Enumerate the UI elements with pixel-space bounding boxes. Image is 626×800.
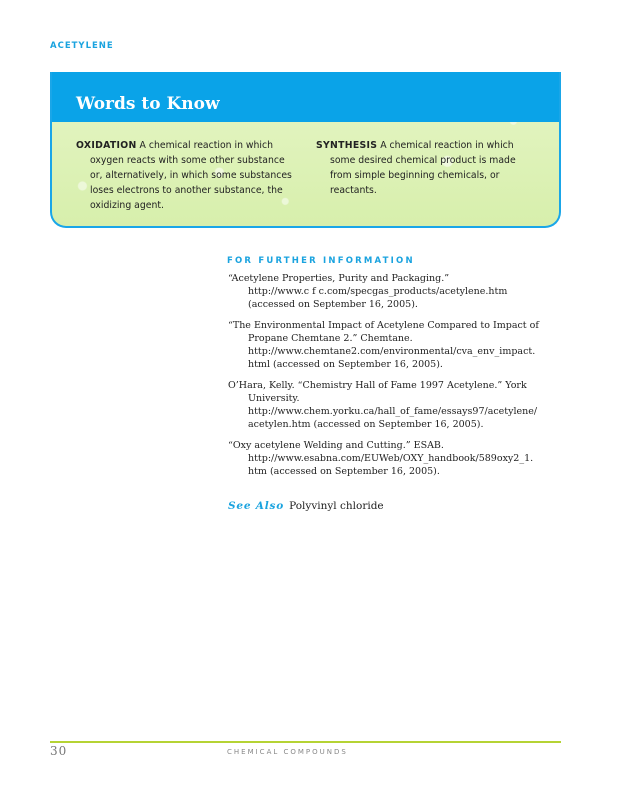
footer-rule [50,741,561,743]
reference-url-line[interactable]: http://www.chemtane2.com/environmental/cva_env_impact. [248,346,536,357]
reference-line: Propane Chemtane 2.” Chemtane. [248,333,413,344]
glossary-definition-line: loses electrons to another substance, the [90,185,283,196]
glossary-definition-line: oxidizing agent. [90,200,164,211]
further-information-heading: FOR FURTHER INFORMATION [227,256,415,266]
see-also-link[interactable]: Polyvinyl chloride [289,500,384,512]
glossary-definition-line: some desired chemical product is made [330,155,516,166]
reference-line: “Acetylene Properties, Purity and Packaging.” [228,273,450,284]
reference-url-line[interactable]: http://www.chem.yorku.ca/hall_of_fame/essays97/acetylene/ [248,406,538,417]
reference-line: University. [248,393,300,404]
glossary-term: OXIDATION [76,140,137,151]
page-number: 30 [50,744,68,758]
glossary-entry-synthesis [316,138,548,198]
reference-url-line[interactable]: http://www.c f c.com/specgas_products/acetylene.htm [248,286,508,297]
words-to-know-box [50,72,561,228]
reference-line: html (accessed on September 16, 2005). [248,359,443,370]
reference-line: “The Environmental Impact of Acetylene Compared to Impact of [228,320,539,331]
reference-entry [228,379,562,431]
further-information-list [228,272,562,486]
glossary-term: SYNTHESIS [316,140,378,151]
see-also-label: See Also [228,500,285,512]
reference-line: (accessed on September 16, 2005). [248,299,418,310]
reference-line: acetylen.htm (accessed on September 16, 2005). [248,419,484,430]
reference-line: “Oxy acetylene Welding and Cutting.” ESAB. [228,440,444,451]
reference-line: htm (accessed on September 16, 2005). [248,466,440,477]
glossary-definition-line: A chemical reaction in which [139,140,273,151]
words-to-know-title: Words to Know [76,94,220,114]
reference-entry [228,439,562,478]
glossary-definition-line: oxygen reacts with some other substance [90,155,285,166]
reference-line: O’Hara, Kelly. “Chemistry Hall of Fame 1997 Acetylene.” York [228,380,527,391]
words-to-know-header [52,72,559,122]
glossary-definition-line: A chemical reaction in which [380,140,514,151]
footer-book-title: CHEMICAL COMPOUNDS [227,748,348,756]
glossary-first-line [316,138,548,153]
glossary-definition-line: reactants. [330,185,377,196]
reference-url-line[interactable]: http://www.esabna.com/EUWeb/OXY_handbook/589oxy2_1. [248,453,534,464]
glossary-definition-line: from simple beginning chemicals, or [330,170,500,181]
glossary-first-line [76,138,308,153]
see-also [228,500,384,512]
glossary-definition-line: or, alternatively, in which some substances [90,170,292,181]
reference-entry [228,319,562,371]
running-head: ACETYLENE [50,41,114,51]
reference-entry [228,272,562,311]
glossary-entry-oxidation [76,138,308,213]
